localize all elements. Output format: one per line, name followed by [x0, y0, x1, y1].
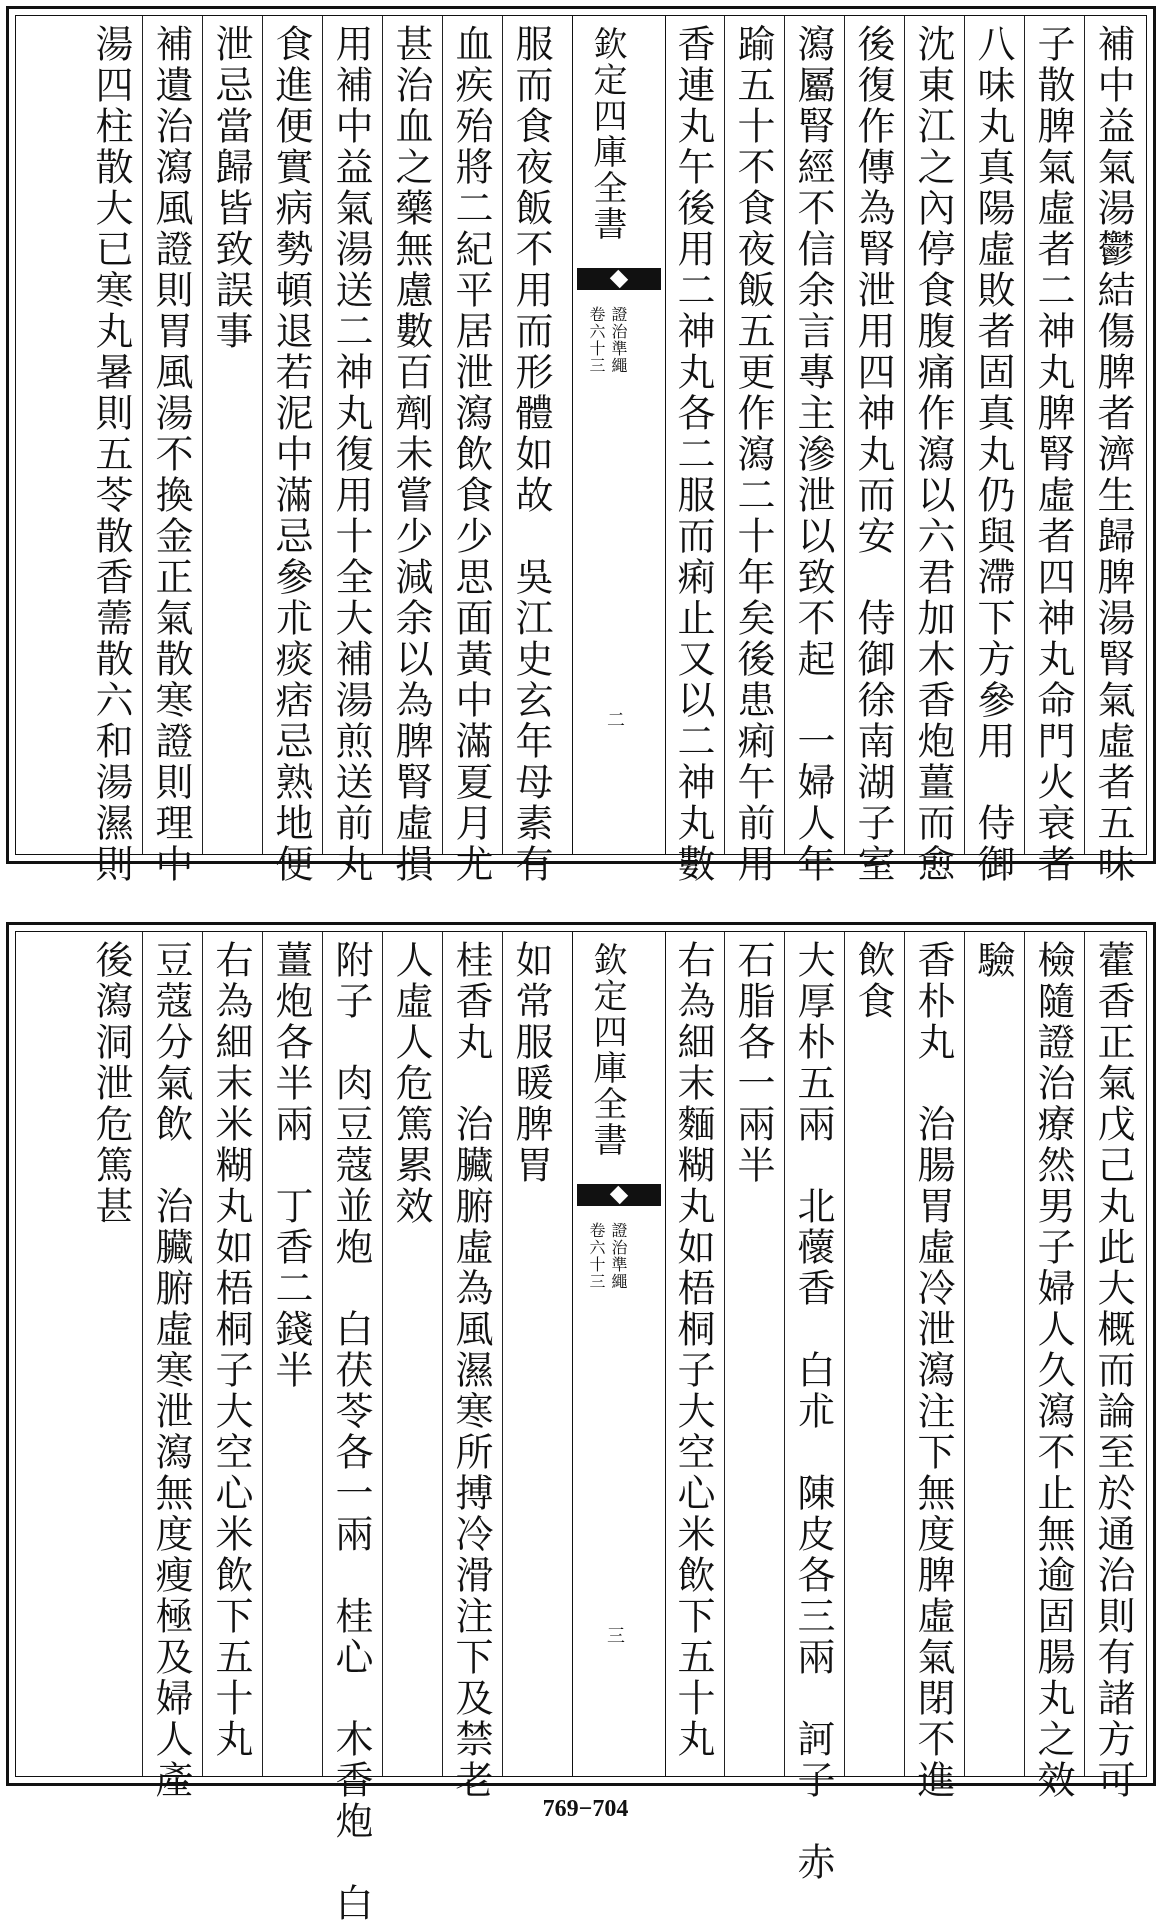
column-rule — [1024, 16, 1025, 854]
center-band — [572, 932, 666, 1776]
column-rule — [784, 932, 785, 1776]
column-rule — [904, 932, 905, 1776]
column-rule — [1084, 932, 1085, 1776]
text-column: 人虛人危篤累效 — [389, 940, 433, 1227]
text-column: 用補中益氣湯送二神丸復用十全大補湯煎送前丸 — [329, 24, 373, 885]
folio-number: 769−704 — [542, 1796, 629, 1822]
column-rule — [382, 16, 383, 854]
column-rule — [784, 16, 785, 854]
center-title: 欽定四庫全書 — [587, 26, 627, 242]
center-volume: 卷六十三 — [587, 1222, 606, 1290]
column-rule — [724, 16, 725, 854]
text-column: 湯四柱散大已寒丸暑則五苓散香薷散六和湯濕則 — [89, 24, 133, 885]
text-column: 踰五十不食夜飯五更作瀉二十年矣後患痢午前用 — [731, 24, 775, 885]
column-rule — [442, 932, 443, 1776]
center-title: 欽定四庫全書 — [587, 942, 627, 1158]
text-column: 右為細末米糊丸如梧桐子大空心米飲下五十丸 — [209, 940, 253, 1760]
text-column: 食進便實病勢頓退若泥中滿忌參朮痰痞忌熟地便 — [269, 24, 313, 885]
text-column: 補中益氣湯鬱結傷脾者濟生歸脾湯腎氣虛者五味 — [1091, 24, 1135, 885]
center-page-number: 二 — [607, 710, 625, 731]
column-rule — [1084, 16, 1085, 854]
column-rule — [442, 16, 443, 854]
text-column: 子散脾氣虛者二神丸脾腎虛者四神丸命門火衰者 — [1031, 24, 1075, 885]
column-rule — [502, 16, 503, 854]
column-rule — [382, 932, 383, 1776]
text-column: 驗 — [971, 940, 1015, 981]
center-subtitle: 證治準繩 — [609, 306, 628, 374]
column-rule — [202, 932, 203, 1776]
text-column: 沈東江之內停食腹痛作瀉以六君加木香炮薑而愈 — [911, 24, 955, 885]
text-column: 補遺治瀉風證則胃風湯不換金正氣散寒證則理中 — [149, 24, 193, 885]
text-column: 大厚朴五兩 北蘹香 白朮 陳皮各三兩 訶子 赤 — [791, 940, 835, 1883]
column-rule — [1024, 932, 1025, 1776]
text-column: 服而食夜飯不用而形體如故 吳江史玄年母素有 — [509, 24, 553, 885]
column-rule — [142, 16, 143, 854]
column-rule — [502, 932, 503, 1776]
column-rule — [904, 16, 905, 854]
text-column: 桂香丸 治臟腑虛為風濕寒所搏冷滑注下及禁老 — [449, 940, 493, 1801]
text-column: 飲食 — [851, 940, 895, 1022]
fish-tail-ornament — [577, 268, 661, 290]
text-column: 香連丸午後用二神丸各二服而痢止又以二神丸數 — [671, 24, 715, 885]
text-column: 香朴丸 治腸胃虛冷泄瀉注下無度脾虛氣閉不進 — [911, 940, 955, 1801]
center-page-number: 三 — [607, 1626, 625, 1647]
text-column: 血疾殆將二紀平居泄瀉飲食少思面黃中滿夏月尤 — [449, 24, 493, 885]
text-column: 如常服暖脾胃 — [509, 940, 553, 1186]
text-column: 檢隨證治療然男子婦人久瀉不止無逾固腸丸之效 — [1031, 940, 1075, 1801]
column-rule — [142, 932, 143, 1776]
text-column: 甚治血之藥無慮數百劑未嘗少減余以為脾腎虛損 — [389, 24, 433, 885]
text-column: 附子 肉豆蔻並炮 白茯苓各一兩 桂心 木香炮 白 — [329, 940, 373, 1924]
column-rule — [844, 16, 845, 854]
text-column: 八味丸真陽虛敗者固真丸仍與滯下方參用 侍御 — [971, 24, 1015, 885]
text-column: 後瀉洞泄危篤甚 — [89, 940, 133, 1227]
top-page-frame — [15, 15, 1147, 885]
text-column: 石脂各一兩半 — [731, 940, 775, 1186]
text-column: 後復作傳為腎泄用四神丸而安 侍御徐南湖子室 — [851, 24, 895, 885]
text-column: 右為細末麵糊丸如梧桐子大空心米飲下五十丸 — [671, 940, 715, 1760]
text-column: 薑炮各半兩 丁香二錢半 — [269, 940, 313, 1391]
column-rule — [202, 16, 203, 854]
column-rule — [964, 16, 965, 854]
column-rule — [322, 16, 323, 854]
column-rule — [262, 932, 263, 1776]
center-band — [572, 16, 666, 854]
column-rule — [262, 16, 263, 854]
text-column: 泄忌當歸皆致誤事 — [209, 24, 253, 352]
text-column: 藿香正氣戊己丸此大概而論至於通治則有諸方可 — [1091, 940, 1135, 1801]
column-rule — [724, 932, 725, 1776]
center-volume: 卷六十三 — [587, 306, 606, 374]
column-rule — [844, 932, 845, 1776]
center-subtitle: 證治準繩 — [609, 1222, 628, 1290]
text-column: 瀉屬腎經不信余言專主滲泄以致不起 一婦人年 — [791, 24, 835, 885]
top-page — [6, 6, 1156, 885]
text-column: 豆蔻分氣飲 治臟腑虛寒泄瀉無度瘦極及婦人產 — [149, 940, 193, 1801]
fish-tail-ornament — [577, 1184, 661, 1206]
column-rule — [322, 932, 323, 1776]
column-rule — [964, 932, 965, 1776]
